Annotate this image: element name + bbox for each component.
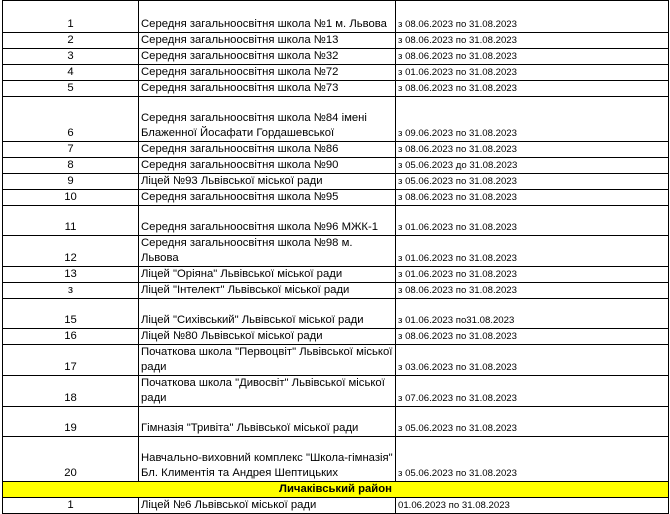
row-number: 1 <box>3 1 139 33</box>
row-number: 11 <box>3 206 139 236</box>
schools-table-body <box>3 1 669 514</box>
table-row <box>3 142 669 158</box>
table-row <box>3 437 669 482</box>
school-name: Середня загальноосвітня школа №84 імені Блаженної Йосафати Гордашевської <box>139 97 396 142</box>
table-row <box>3 329 669 345</box>
work-period: з 01.06.2023 по31.08.2023 <box>396 299 669 329</box>
school-name: Середня загальноосвітня школа №98 м. Львова <box>139 236 396 267</box>
table-row <box>3 283 669 299</box>
school-name: Ліцей №80 Львівської міської ради <box>139 329 396 345</box>
table-row <box>3 376 669 407</box>
school-name: Середня загальноосвітня школа №90 <box>139 158 396 174</box>
table-row <box>3 33 669 49</box>
work-period: з 08.06.2023 по 31.08.2023 <box>396 81 669 97</box>
row-number: 4 <box>3 65 139 81</box>
row-number: 13 <box>3 267 139 283</box>
table-row <box>3 190 669 206</box>
school-name: Ліцей №93 Львівської міської ради <box>139 174 396 190</box>
row-number: 15 <box>3 299 139 329</box>
row-number: 20 <box>3 437 139 482</box>
school-name: Початкова школа "Первоцвіт" Львівської міської ради <box>139 345 396 376</box>
table-row <box>3 81 669 97</box>
table-row <box>3 158 669 174</box>
work-period: з 08.06.2023 по 31.08.2023 <box>396 33 669 49</box>
table-row <box>3 267 669 283</box>
row-number: 19 <box>3 407 139 437</box>
row-number: 16 <box>3 329 139 345</box>
work-period: з 08.06.2023 по 31.08.2023 <box>396 190 669 206</box>
school-name: Середня загальноосвітня школа №86 <box>139 142 396 158</box>
row-number: 12 <box>3 236 139 267</box>
work-period: з 08.06.2023 по 31.08.2023 <box>396 283 669 299</box>
school-name: Навчально-виховний комплекс "Школа-гімназія" Бл. Климентія та Андрея Шептицьких <box>139 437 396 482</box>
work-period: з 05.06.2023 по 31.08.2023 <box>396 174 669 190</box>
work-period: з 01.06.2023 по 31.08.2023 <box>396 267 669 283</box>
school-name: Гімназія "Тривіта" Львівської міської ради <box>139 407 396 437</box>
work-period: з 01.06.2023 по 31.08.2023 <box>396 206 669 236</box>
row-number: 10 <box>3 190 139 206</box>
school-name: Середня загальноосвітня школа №95 <box>139 190 396 206</box>
work-period: з 08.06.2023 по 31.08.2023 <box>396 49 669 65</box>
work-period: з 05.06.2023 по 31.08.2023 <box>396 437 669 482</box>
table-row <box>3 65 669 81</box>
row-number: 18 <box>3 376 139 407</box>
school-name: Середня загальноосвітня школа №13 <box>139 33 396 49</box>
row-number: 9 <box>3 174 139 190</box>
table-row <box>3 299 669 329</box>
district-header-row <box>3 482 669 498</box>
table-row <box>3 97 669 142</box>
row-number: 8 <box>3 158 139 174</box>
schools-table <box>2 0 669 514</box>
school-name: Ліцей "Сихівський" Львівської міської ради <box>139 299 396 329</box>
table-row <box>3 236 669 267</box>
school-name: Ліцей "Інтелект" Львівської міської ради <box>139 283 396 299</box>
school-name: Середня загальноосвітня школа №32 <box>139 49 396 65</box>
table-row <box>3 1 669 33</box>
school-name: Ліцей №6 Львівської міської ради <box>139 498 396 514</box>
table-row <box>3 345 669 376</box>
table-row <box>3 206 669 236</box>
school-name: Середня загальноосвітня школа №72 <box>139 65 396 81</box>
table-row <box>3 407 669 437</box>
table-row <box>3 498 669 514</box>
work-period: з 03.06.2023 по 31.08.2023 <box>396 345 669 376</box>
row-number: з <box>3 283 139 299</box>
work-period: з 05.06.2023 по 31.08.2023 <box>396 407 669 437</box>
work-period: з 08.06.2023 по 31.08.2023 <box>396 1 669 33</box>
table-row <box>3 174 669 190</box>
work-period: з 05.06.2023 до 31.08.2023 <box>396 158 669 174</box>
school-name: Середня загальноосвітня школа №73 <box>139 81 396 97</box>
work-period: з 01.06.2023 по 31.08.2023 <box>396 236 669 267</box>
row-number: 3 <box>3 49 139 65</box>
work-period: з 01.06.2023 по 31.08.2023 <box>396 65 669 81</box>
work-period: 01.06.2023 по 31.08.2023 <box>396 498 669 514</box>
school-name: Ліцей "Оріяна" Львівської міської ради <box>139 267 396 283</box>
school-name: Середня загальноосвітня школа №96 МЖК-1 <box>139 206 396 236</box>
school-name: Середня загальноосвітня школа №1 м. Львова <box>139 1 396 33</box>
work-period: з 08.06.2023 по 31.08.2023 <box>396 142 669 158</box>
row-number: 2 <box>3 33 139 49</box>
work-period: з 07.06.2023 по 31.08.2023 <box>396 376 669 407</box>
work-period: з 09.06.2023 по 31.08.2023 <box>396 97 669 142</box>
school-name: Початкова школа "Дивосвіт" Львівської міської ради <box>139 376 396 407</box>
district-title: Личаківський район <box>3 482 669 498</box>
work-period: з 08.06.2023 по 31.08.2023 <box>396 329 669 345</box>
table-row <box>3 49 669 65</box>
row-number: 17 <box>3 345 139 376</box>
row-number: 6 <box>3 97 139 142</box>
row-number: 5 <box>3 81 139 97</box>
row-number: 7 <box>3 142 139 158</box>
row-number: 1 <box>3 498 139 514</box>
